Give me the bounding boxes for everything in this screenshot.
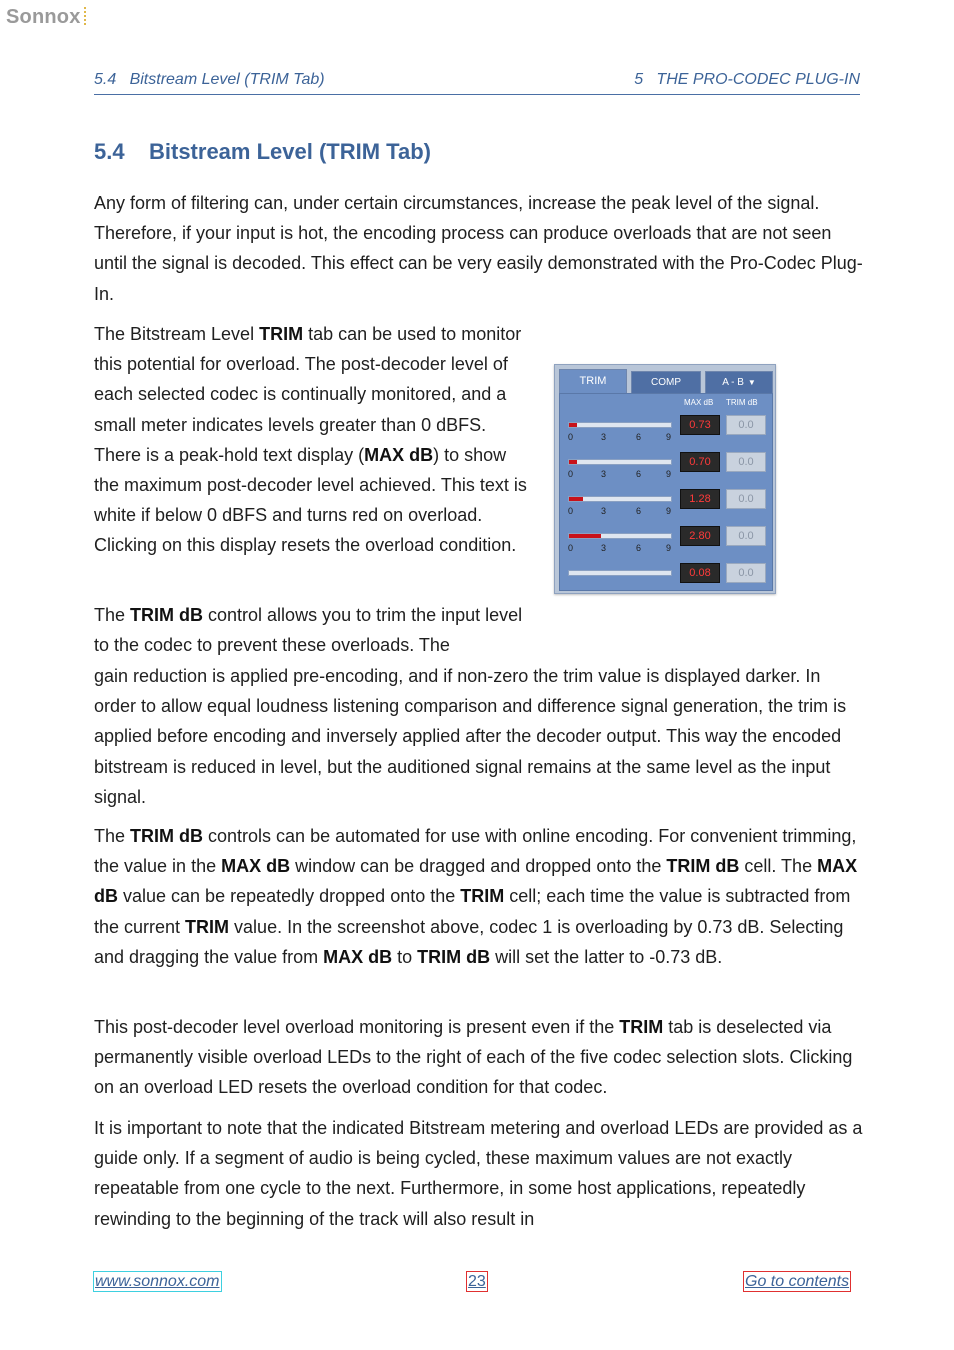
trim-panel: [559, 393, 773, 591]
scale-label: 3: [601, 469, 607, 479]
paragraph-automation: The TRIM dB controls can be automated for use with online encoding. For convenient trimming, the value in the MAX dB window can be dragged and dropped onto the TRIM dB cell. The MAX dB value can be repeatedly dropped onto the TRIM cell; each time the value is subtracted from the current TRIM value. In the screenshot above, codec 1 is overloading by 0.73 dB. Selecting and dragging the value from MAX dB to TRIM dB will set the latter to -0.73 dB.: [94, 826, 858, 967]
scale-label: 9: [666, 432, 672, 442]
section-title: Bitstream Level (TRIM Tab): [149, 139, 431, 164]
max-db-display[interactable]: 2.80: [680, 526, 720, 546]
page-number-link[interactable]: 23: [468, 1273, 486, 1290]
contents-link[interactable]: Go to contents: [745, 1273, 850, 1290]
trim-db-control[interactable]: 0.0: [726, 452, 766, 472]
paragraph-guide-note: It is important to note that the indicated Bitstream metering and overload LEDs are provided as a guide only. If a segment of audio is being cycled, these maximum values are not exactly repeatable from one cycle to the next. Furthermore, in some host applications, repeatedly rewinding to the beginning of the track will also result in: [94, 1118, 863, 1229]
scale-label: 0: [568, 469, 574, 479]
meter-scale: [568, 543, 678, 555]
paragraph-overload-leds: This post-decoder level overload monitoring is present even if the TRIM tab is deselected via permanently visible overload LEDs to the right of each of the five codec selection slots. Clicking on an overload LED resets the overload condition for that codec.: [94, 1017, 853, 1098]
level-meter-fill: [569, 534, 601, 538]
max-db-display[interactable]: 0.73: [680, 415, 720, 435]
level-meter: [568, 459, 672, 465]
level-meter-fill: [569, 423, 577, 427]
header-chapter: 5 THE PRO-CODEC PLUG-IN: [634, 71, 860, 88]
paragraph-trim-db-rest: gain reduction is applied pre-encoding, and if non-zero the trim value is displayed darker. In order to allow equal loudness listening comparison and difference signal generation, the trim is applied before encoding and inversely applied after the decoder output. This way the encoded bitstream is reduced in level, but the auditioned signal remains at the same level as the input signal.: [94, 666, 847, 807]
trim-db-control[interactable]: 0.0: [726, 415, 766, 435]
scale-label: 6: [636, 506, 642, 516]
sonnox-logo: Sonnox: [6, 6, 86, 29]
paragraph-intro: Any form of filtering can, under certain circumstances, increase the peak level of the signal. Therefore, if your input is hot, the encoding process can produce overloads that are not seen until the signal is decoded. This effect can be very easily demonstrated with the Pro-Codec Plug-In.: [94, 193, 863, 304]
max-db-display[interactable]: 1.28: [680, 489, 720, 509]
level-meter: [568, 533, 672, 539]
meter-scale: [568, 506, 678, 518]
level-meter: [568, 422, 672, 428]
tab-a-b[interactable]: [705, 371, 773, 393]
website-link[interactable]: www.sonnox.com: [95, 1273, 220, 1290]
scale-label: 6: [636, 432, 642, 442]
scale-label: 9: [666, 543, 672, 553]
level-meter-fill: [569, 460, 577, 464]
level-meter: [568, 570, 672, 576]
logo-mark: [84, 7, 86, 25]
scale-label: 6: [636, 469, 642, 479]
trim-db-control[interactable]: 0.0: [726, 489, 766, 509]
trim-tab-screenshot: [554, 364, 776, 594]
scale-label: 3: [601, 432, 607, 442]
scale-label: 0: [568, 506, 574, 516]
tab-trim[interactable]: TRIM: [559, 369, 627, 393]
scale-label: 9: [666, 506, 672, 516]
scale-label: 0: [568, 543, 574, 553]
plugin-tab-bar: [559, 369, 773, 393]
section-number: 5.4: [94, 139, 125, 164]
level-meter-fill: [569, 497, 583, 501]
meter-scale: [568, 469, 678, 481]
max-db-display[interactable]: 0.08: [680, 563, 720, 583]
scale-label: 6: [636, 543, 642, 553]
header-section: 5.4 Bitstream Level (TRIM Tab): [94, 71, 325, 88]
scale-label: 9: [666, 469, 672, 479]
paragraph-trim-db-top: The TRIM dB control allows you to trim the input level to the codec to prevent these overloads. The: [94, 605, 523, 656]
running-header: [94, 71, 860, 95]
level-meter: [568, 496, 672, 502]
trim-db-column-label: TRIM dB: [726, 398, 758, 407]
ab-label: A - B: [722, 377, 744, 388]
section-heading: [94, 139, 431, 165]
trim-db-control[interactable]: 0.0: [726, 526, 766, 546]
scale-label: 3: [601, 506, 607, 516]
scale-label: 3: [601, 543, 607, 553]
tab-comp[interactable]: COMP: [631, 371, 701, 393]
scale-label: 0: [568, 432, 574, 442]
meter-scale: [568, 432, 678, 444]
trim-db-control[interactable]: 0.0: [726, 563, 766, 583]
dropdown-arrow-icon: ▼: [747, 378, 756, 387]
max-db-display[interactable]: 0.70: [680, 452, 720, 472]
max-db-column-label: MAX dB: [684, 398, 714, 407]
paragraph-trim-tab: The Bitstream Level TRIM tab can be used to monitor this potential for overload. The post-decoder level of each selected codec is continually monitored, and a small meter indicates levels greater than 0 dBFS. There is a peak-hold text display (MAX dB) to show the maximum post-decoder level achieved. This text is white if below 0 dBFS and turns red on overload. Clicking on this display resets the overload condition.: [94, 324, 527, 556]
